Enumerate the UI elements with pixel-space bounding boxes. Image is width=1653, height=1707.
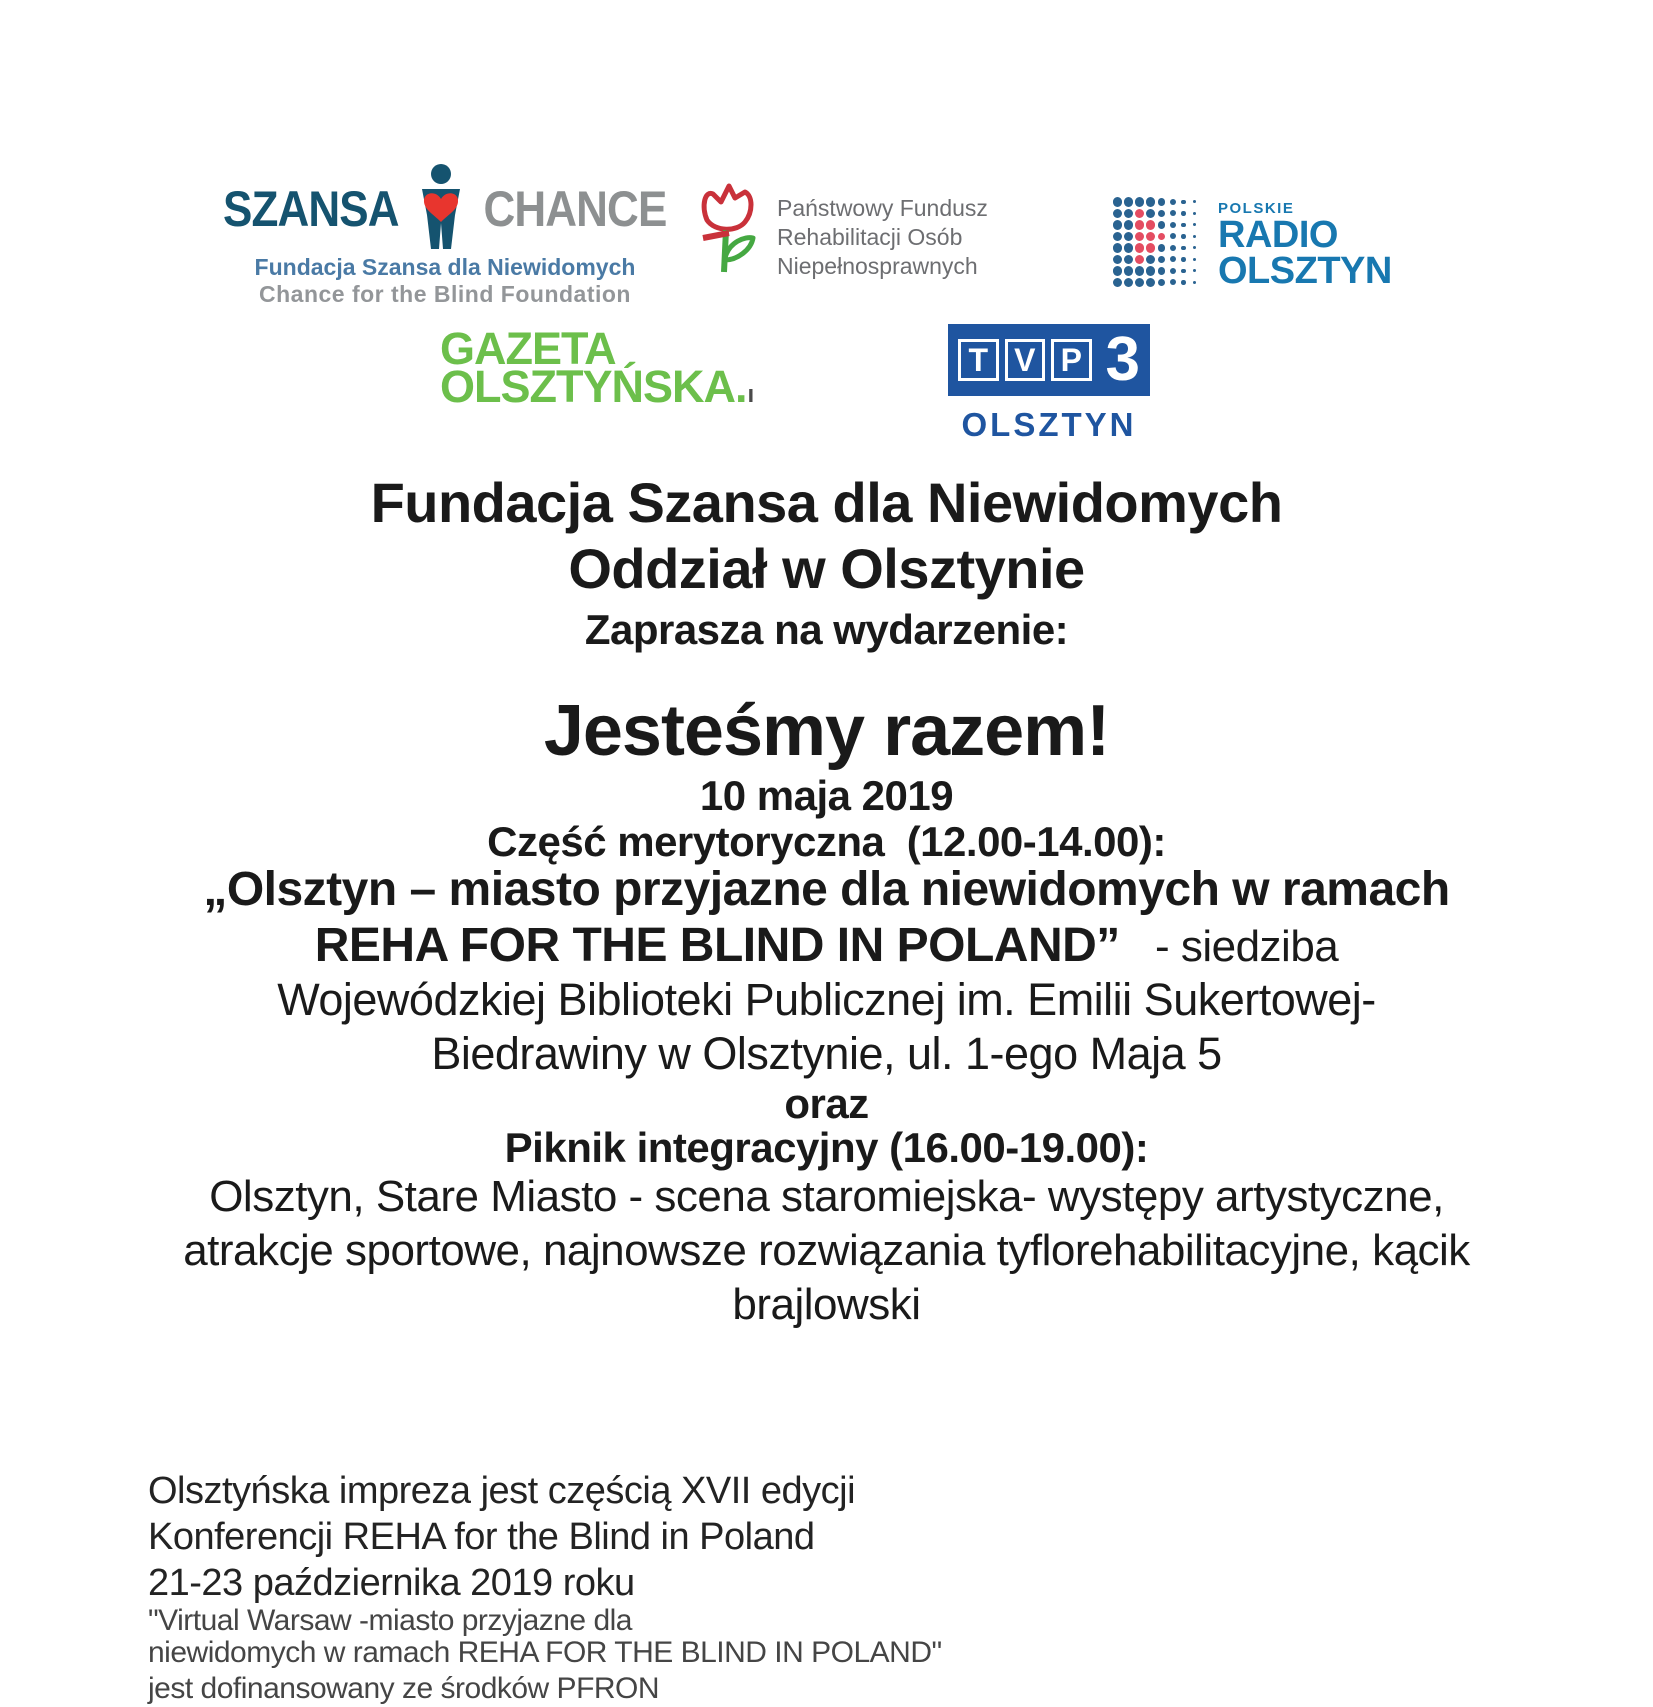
radio-dot <box>1170 233 1176 239</box>
pfron-line-3: Niepełnosprawnych <box>777 253 978 279</box>
connector-oraz: oraz <box>784 1080 869 1127</box>
radio-dot <box>1135 243 1145 253</box>
radio-dot <box>1113 209 1123 219</box>
radio-dot <box>1181 200 1186 205</box>
tvp3-olsztyn-logo <box>948 324 1150 444</box>
radio-dot <box>1170 256 1176 262</box>
radio-dot <box>1113 266 1123 276</box>
radio-dot <box>1158 244 1166 252</box>
tvp-city-label: OLSZTYN <box>961 406 1137 443</box>
radio-dot <box>1124 197 1134 207</box>
radio-dot <box>1181 211 1186 216</box>
chance-wordmark: CHANCE <box>483 181 667 237</box>
radio-dot <box>1181 257 1186 262</box>
pfron-line-1: Państwowy Fundusz <box>777 195 988 221</box>
radio-dot <box>1181 223 1186 228</box>
radio-dot <box>1135 266 1145 276</box>
radio-dot <box>1113 197 1123 207</box>
radio-wordmark-line1: RADIO <box>1218 214 1338 256</box>
radio-dot <box>1158 198 1166 206</box>
radio-dot <box>1113 243 1123 253</box>
radio-olsztyn-logo <box>1112 196 1392 292</box>
radio-dot <box>1158 256 1166 264</box>
tvp-letter-v: V <box>1005 339 1046 381</box>
radio-dot <box>1181 246 1186 251</box>
picnic-line1: Olsztyn, Stare Miasto - scena staromiejska- występy artystyczne, <box>209 1172 1444 1221</box>
radio-dot <box>1146 232 1156 242</box>
radio-dot <box>1181 269 1186 274</box>
footer-line3: 21-23 października 2019 roku <box>148 1562 635 1604</box>
org-name-line2: Oddział w Olsztynie <box>568 537 1085 600</box>
szansa-wordmark: SZANSA <box>223 181 399 237</box>
radio-dot <box>1124 232 1134 242</box>
quote-line2-rest: - siedziba <box>1119 922 1339 971</box>
org-name-line1: Fundacja Szansa dla Niewidomych <box>370 471 1283 534</box>
radio-dot <box>1193 269 1196 272</box>
radio-dot <box>1158 279 1166 287</box>
radio-dot <box>1135 255 1145 265</box>
quote-line2 <box>0 918 1653 973</box>
radio-dot <box>1146 266 1156 276</box>
tvp-letter-p: P <box>1051 339 1092 381</box>
radio-dot <box>1124 266 1134 276</box>
pfron-logo <box>693 180 988 281</box>
footer-small3: jest dofinansowany ze środków PFRON <box>148 1672 660 1705</box>
radio-dot <box>1146 243 1156 253</box>
tulip-icon <box>693 180 761 281</box>
radio-dot <box>1146 255 1156 265</box>
radio-dot <box>1135 197 1145 207</box>
radio-dot <box>1170 199 1176 205</box>
radio-dot <box>1193 235 1196 238</box>
radio-dot-grid <box>1112 196 1200 288</box>
pfron-text <box>777 180 988 281</box>
radio-dot <box>1158 267 1166 275</box>
radio-dot <box>1113 255 1123 265</box>
part1-heading: Część merytoryczna (12.00-14.00): <box>487 818 1166 865</box>
picnic-line3: brajlowski <box>732 1280 921 1329</box>
radio-dot <box>1124 243 1134 253</box>
radio-dot <box>1181 280 1186 285</box>
szansa-chance-logo <box>223 166 667 308</box>
szansa-subtitle-en: Chance for the Blind Foundation <box>259 281 631 307</box>
pfron-line-2: Rehabilitacji Osób <box>777 224 963 250</box>
radio-dot <box>1135 220 1145 230</box>
radio-dot <box>1158 233 1166 241</box>
radio-dot <box>1113 278 1123 288</box>
radio-kicker: POLSKIE <box>1218 200 1295 217</box>
radio-wordmark-line2: OLSZTYN <box>1218 250 1392 292</box>
child-with-heart-icon <box>415 163 467 256</box>
part2-heading: Piknik integracyjny (16.00-19.00): <box>504 1124 1149 1171</box>
radio-dot <box>1193 212 1196 215</box>
footer-small1: "Virtual Warsaw -miasto przyjazne dla <box>148 1604 632 1637</box>
radio-dot <box>1135 232 1145 242</box>
tvp3-box <box>948 324 1150 396</box>
gazeta-line-1: GAZETA <box>440 323 616 374</box>
gazeta-wordmark: OLSZTYŃSKA. <box>440 361 747 412</box>
radio-dot <box>1113 220 1123 230</box>
radio-dot <box>1124 278 1134 288</box>
invite-line: Zaprasza na wydarzenie: <box>584 606 1069 653</box>
gazeta-line-2 <box>440 361 754 414</box>
radio-dot <box>1146 197 1156 207</box>
radio-dot <box>1193 246 1196 249</box>
radio-dot <box>1193 223 1196 226</box>
gazeta-dot-mark-icon: ı <box>747 381 754 408</box>
radio-dot <box>1124 220 1134 230</box>
radio-dot <box>1193 281 1196 284</box>
radio-dot <box>1135 209 1145 219</box>
radio-dot <box>1146 278 1156 288</box>
picnic-line2: atrakcje sportowe, najnowsze rozwiązania tyflorehabilitacyjne, kącik <box>183 1226 1470 1275</box>
radio-dot <box>1193 258 1196 261</box>
radio-dot <box>1170 210 1176 216</box>
gazeta-olsztynska-logo <box>440 323 754 414</box>
radio-dot <box>1113 232 1123 242</box>
radio-dot <box>1135 278 1145 288</box>
radio-dot <box>1124 209 1134 219</box>
venue-line1: Wojewódzkiej Biblioteki Publicznej im. Emilii Sukertowej- <box>277 974 1376 1025</box>
radio-dot <box>1170 268 1176 274</box>
radio-dot <box>1124 255 1134 265</box>
radio-dot <box>1158 210 1166 218</box>
venue-line2: Biedrawiny w Olsztynie, ul. 1-ego Maja 5 <box>431 1028 1222 1079</box>
event-date: 10 maja 2019 <box>699 772 954 819</box>
event-title: Jesteśmy razem! <box>543 691 1110 771</box>
szansa-chance-logo-row <box>223 166 667 252</box>
radio-dot <box>1170 222 1176 228</box>
radio-dot <box>1170 245 1176 251</box>
tvp-letter-t: T <box>958 339 999 381</box>
tvp-number-3: 3 <box>1105 325 1140 394</box>
footer-line1: Olsztyńska impreza jest częścią XVII edycji <box>148 1470 856 1512</box>
radio-dot <box>1193 200 1196 203</box>
radio-text <box>1218 196 1392 292</box>
radio-dot <box>1146 209 1156 219</box>
radio-dot <box>1170 279 1176 285</box>
radio-dot <box>1181 234 1186 239</box>
radio-dot <box>1146 220 1156 230</box>
footer-line2: Konferencji REHA for the Blind in Poland <box>148 1516 815 1558</box>
quote-line1: „Olsztyn – miasto przyjazne dla niewidomych w ramach <box>203 863 1450 916</box>
radio-dot <box>1158 221 1166 229</box>
quote-line2-bold: REHA FOR THE BLIND IN POLAND” <box>314 919 1120 972</box>
szansa-subtitle-pl: Fundacja Szansa dla Niewidomych <box>254 254 636 280</box>
footer-small2: niewidomych w ramach REHA FOR THE BLIND IN POLAND" <box>148 1636 942 1669</box>
